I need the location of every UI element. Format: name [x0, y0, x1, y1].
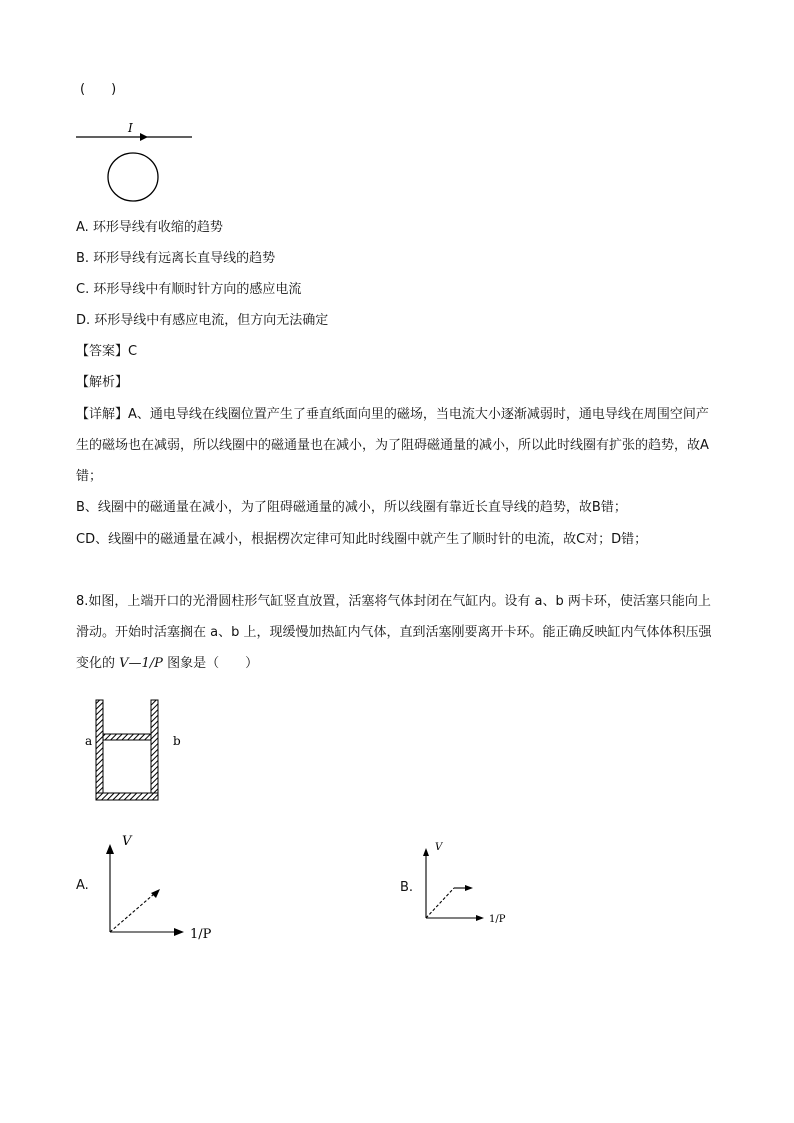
cylinder-right-wall	[151, 700, 158, 800]
cylinder-bottom	[96, 793, 158, 800]
question-8-stem	[76, 586, 712, 679]
graph-b-x-label: 1/P	[489, 914, 506, 925]
x-axis-arrow-icon	[476, 915, 484, 921]
wire-loop-figure	[70, 118, 200, 208]
answer: 【答案】C	[76, 344, 138, 359]
label-b: b	[173, 734, 181, 748]
graph-a-y-label: V	[122, 834, 132, 849]
analysis-title: 【解析】	[76, 375, 129, 390]
cylinder-left-wall	[96, 700, 103, 800]
option-b: B. 环形导线有远离长直导线的趋势	[76, 251, 276, 266]
graph-a-dashed-line	[110, 894, 154, 932]
graph-b-direction-arrow-icon	[465, 885, 473, 891]
stem-text-2: 图象是（ ）	[162, 656, 259, 671]
ring-loop	[108, 153, 158, 201]
graph-a-x-label: 1/P	[190, 927, 212, 942]
cylinder-figure	[84, 698, 194, 808]
graph-b-y-label: V	[435, 842, 443, 853]
current-label: I	[128, 121, 133, 135]
stem-text-1: 8.如图，上端开口的光滑圆柱形气缸竖直放置，活塞将气体封闭在气缸内。设有 a、b 两卡环，使活塞只能向上滑动。开始时活塞搁在 a、b 上，现缓慢加热缸内气体，直到活塞刚要离开卡环。能正确反映缸内气体体积压强变化的	[76, 594, 712, 671]
graph-a-direction-arrow-icon	[151, 889, 160, 898]
graph-b	[418, 838, 528, 928]
stem-formula: V—1/P	[119, 656, 163, 671]
piston	[103, 734, 151, 740]
x-axis-arrow-icon	[174, 928, 184, 936]
analysis-paragraph-2: B、线圈中的磁通量在减小，为了阻碍磁通量的减小，所以线圈有靠近长直导线的趋势，故B错；	[76, 500, 627, 515]
current-arrow-icon	[140, 133, 148, 141]
option-c: C. 环形导线中有顺时针方向的感应电流	[76, 282, 302, 297]
option-d: D. 环形导线中有感应电流，但方向无法确定	[76, 313, 329, 328]
analysis-paragraph-1: 【详解】A、通电导线在线圈位置产生了垂直纸面向里的磁场，当电流大小逐渐减弱时，通电导线在周围空间产生的磁场也在减弱，所以线圈中的磁通量也在减小，为了阻碍磁通量的减小，所以此时线圈有扩张的趋势，故A错；	[76, 407, 709, 484]
label-a: a	[85, 734, 93, 748]
answer-paren: ( )	[80, 82, 117, 97]
y-axis-arrow-icon	[106, 844, 114, 854]
graph-a	[100, 832, 230, 942]
option-a: A. 环形导线有收缩的趋势	[76, 220, 223, 235]
graph-a-label: A.	[76, 878, 89, 893]
y-axis-arrow-icon	[423, 848, 429, 856]
graph-b-label: B.	[400, 880, 414, 895]
graph-b-dashed-line	[426, 888, 454, 918]
analysis-paragraph-3: CD、线圈中的磁通量在减小，根据楞次定律可知此时线圈中就产生了顺时针的电流，故C对；D错；	[76, 532, 648, 547]
